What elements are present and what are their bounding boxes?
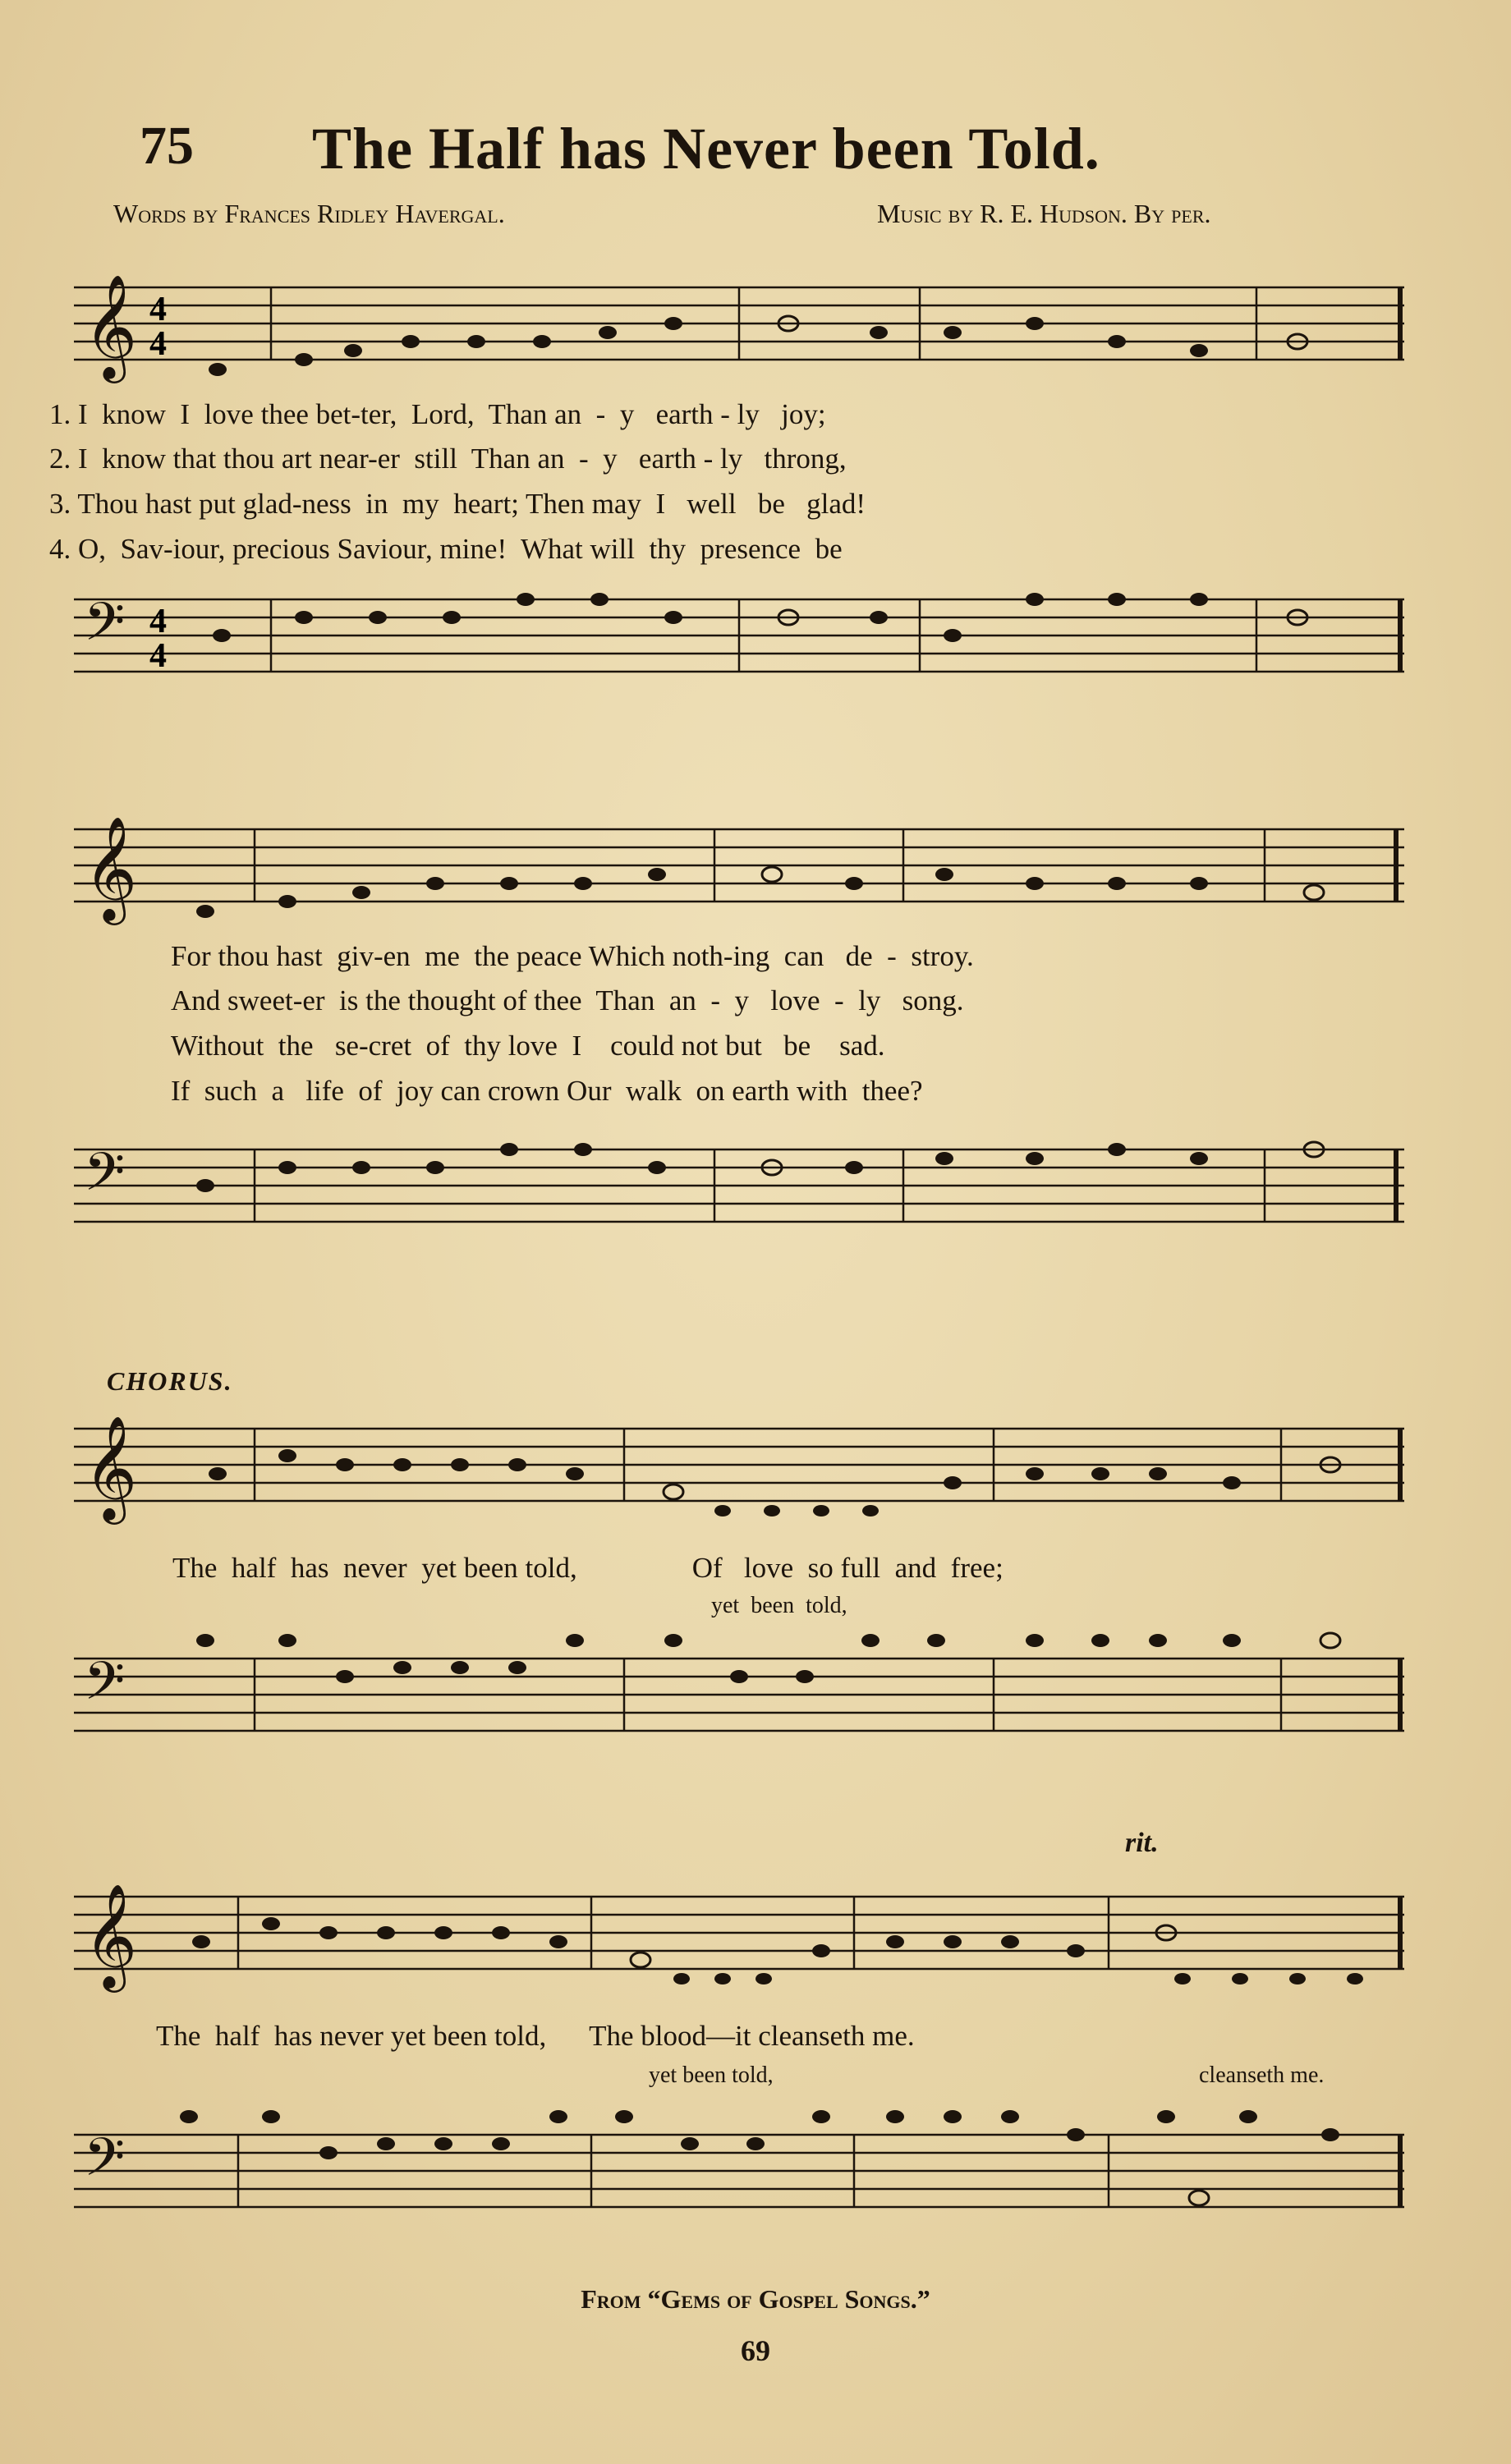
words-credit: Words by Frances Ridley Havergal. bbox=[113, 199, 505, 228]
treble-staff-3 bbox=[49, 1412, 1412, 1544]
svg-text:𝄢: 𝄢 bbox=[84, 1652, 126, 1723]
svg-text:𝄞: 𝄞 bbox=[84, 1418, 138, 1518]
source-credit: From “Gems of Gospel Songs.” bbox=[581, 2284, 930, 2314]
time-sig-top: 4 bbox=[149, 291, 167, 328]
music-system-1 bbox=[49, 255, 1412, 714]
music-system-3 bbox=[49, 1396, 1412, 1773]
verse-2-line-2: And sweet-er is the thought of thee Than an - y love - ly song. bbox=[171, 984, 964, 1016]
verse-3-line-1: 3. Thou hast put glad-ness in my heart; Then may I well be glad! bbox=[49, 488, 866, 520]
svg-text:𝄢: 𝄢 bbox=[84, 2128, 126, 2200]
chorus-label: CHORUS. bbox=[107, 1366, 233, 1396]
verse-1-line-1: 1. I know I love thee bet-ter, Lord, Than an - y earth - ly joy; bbox=[49, 398, 826, 430]
verse-1-line-2: For thou hast giv-en me the peace Which noth-ing can de - stroy. bbox=[171, 940, 974, 972]
svg-text:𝄢: 𝄢 bbox=[84, 1143, 126, 1214]
tempo-mark-rit: rit. bbox=[1125, 1828, 1159, 1858]
svg-text:𝄞: 𝄞 bbox=[84, 277, 138, 377]
chorus-echo-3: cleanseth me. bbox=[1199, 2063, 1325, 2088]
bass-staff-4 bbox=[49, 2110, 1412, 2250]
chorus-echo-2: yet been told, bbox=[649, 2063, 774, 2088]
svg-text:𝄞: 𝄞 bbox=[84, 819, 138, 919]
treble-staff-1 bbox=[49, 271, 1412, 394]
hymn-number: 75 bbox=[140, 116, 194, 176]
chorus-line-1: The half has never yet been told, Of love so full and free; bbox=[172, 1552, 1004, 1584]
bass-staff-2 bbox=[49, 1133, 1412, 1256]
bass-staff-3 bbox=[49, 1634, 1412, 1765]
verse-2-line-1: 2. I know that thou art near-er still Than an - y earth - ly throng, bbox=[49, 443, 847, 475]
music-credit: Music by R. E. Hudson. By per. bbox=[877, 199, 1211, 228]
page-number: 69 bbox=[741, 2334, 770, 2367]
music-system-4 bbox=[49, 1864, 1412, 2258]
hymn-header bbox=[140, 115, 1454, 181]
time-sig-bottom: 4 bbox=[149, 325, 167, 363]
svg-text:4: 4 bbox=[149, 637, 167, 675]
svg-text:4: 4 bbox=[149, 603, 167, 640]
music-system-2 bbox=[49, 796, 1412, 1256]
chorus-line-2: The half has never yet been told, The blood—it cleanseth me. bbox=[156, 2020, 915, 2052]
chorus-echo-1: yet been told, bbox=[711, 1593, 847, 1618]
svg-text:𝄞: 𝄞 bbox=[84, 1886, 138, 1986]
verse-3-line-2: Without the se-cret of thy love I could not but be sad. bbox=[171, 1030, 885, 1062]
hymn-title: The Half has Never been Told. bbox=[312, 116, 1100, 181]
verse-4-line-2: If such a life of joy can crown Our walk on earth with thee? bbox=[171, 1075, 923, 1107]
svg-text:𝄢: 𝄢 bbox=[84, 593, 126, 664]
verse-4-line-1: 4. O, Sav-iour, precious Saviour, mine! What will thy presence be bbox=[49, 533, 843, 565]
treble-staff-4 bbox=[49, 1880, 1412, 2012]
treble-staff-2 bbox=[49, 813, 1412, 936]
bass-staff-1 bbox=[49, 583, 1412, 706]
